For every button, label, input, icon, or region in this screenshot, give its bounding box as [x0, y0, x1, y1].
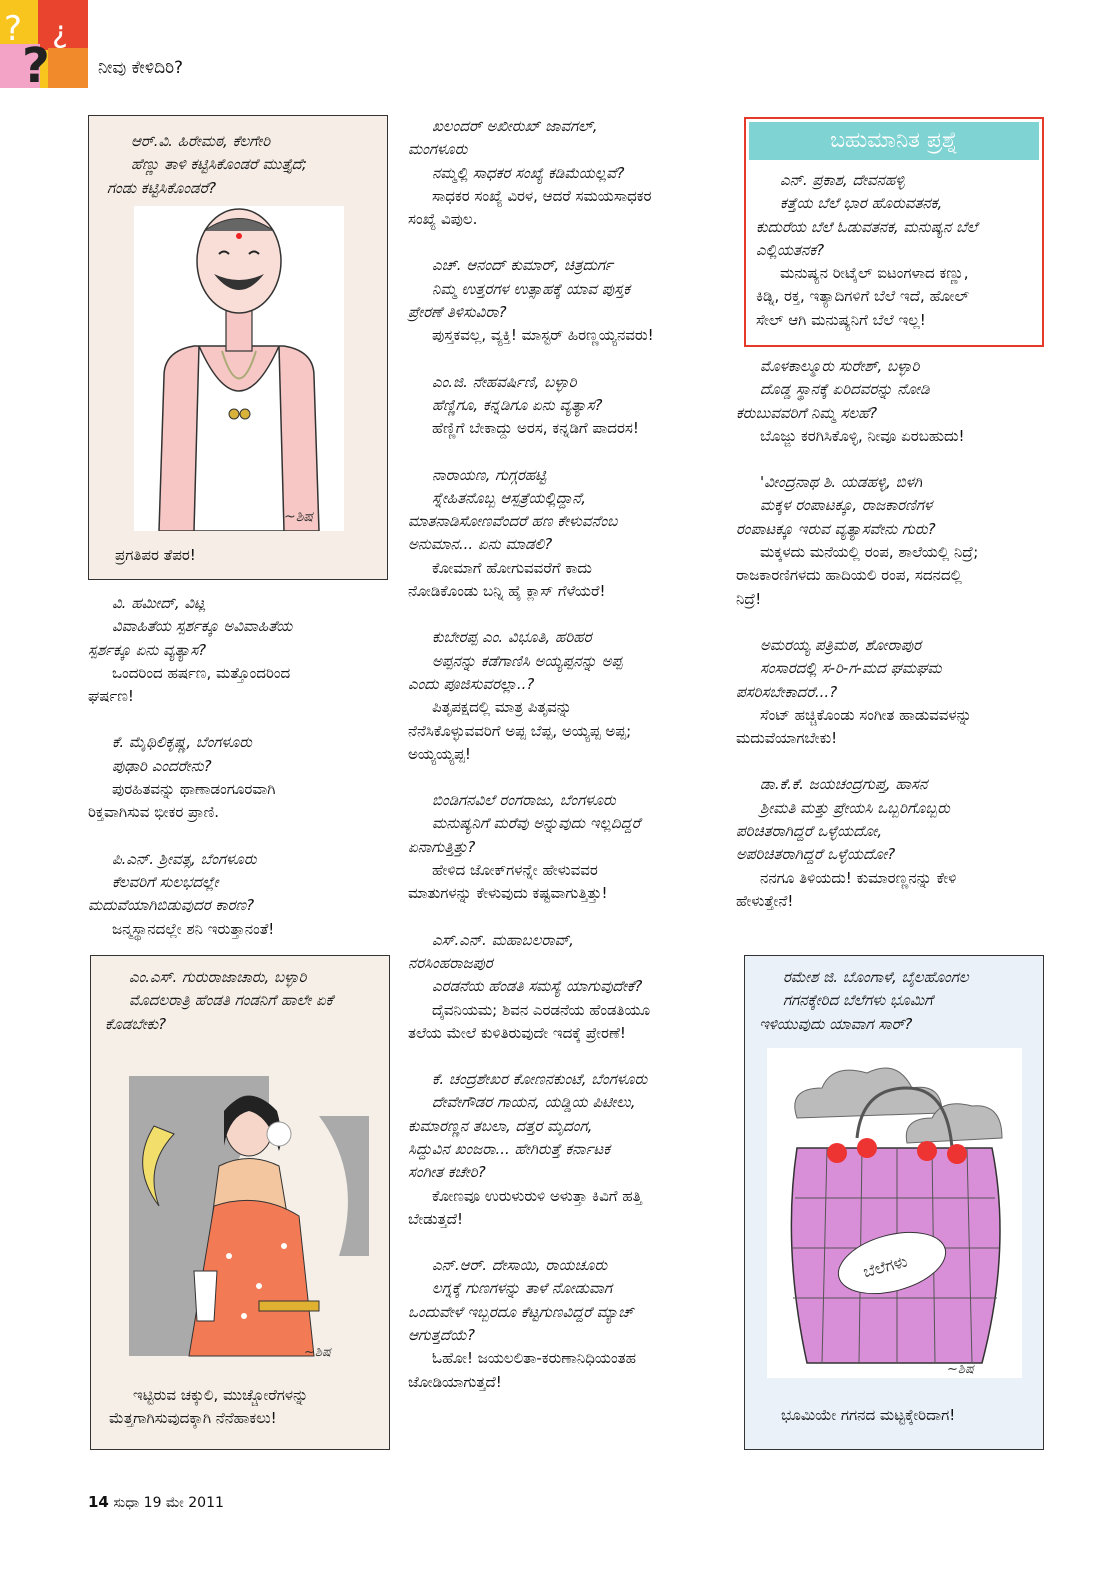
asker: ಕುಬೇರಪ್ಪ ಎಂ. ವಿಭೂತಿ, ಹರಿಹರ	[432, 628, 592, 647]
question: ಗಂಡು ಕಟ್ಟಿಸಿಕೊಂಡರೆ?	[107, 178, 217, 197]
qa-item	[408, 789, 718, 905]
asker: ಎಂ.ಜಿ. ನೇಹವರ್ಷಿಣಿ, ಬಳ್ಳಾರಿ	[432, 372, 577, 391]
answer: ಪಿತೃಪಕ್ಷದಲ್ಲಿ ಮಾತ್ರ ಪಿತೃವನ್ನು	[432, 698, 572, 717]
answer: ಮದುವೆಯಾಗಬೇಕು!	[736, 729, 838, 748]
asker: ಅಮರಯ್ಯ ಪತ್ರಿಮಠ, ಶೋರಾಪುರ	[760, 635, 922, 654]
answer: ರಿಕ್ತವಾಗಿಸುವ ಭೀಕರ ಪ್ರಾಣಿ.	[88, 803, 220, 822]
answer: ಘರ್ಷಣ!	[88, 687, 134, 706]
question: ಮನುಷ್ಯನಿಗೆ ಮರೆವು ಅನ್ನುವುದು ಇಲ್ಲದಿದ್ದರೆ	[432, 814, 641, 833]
asker: ಕೆ. ಮೈಥಿಲಿಕೃಷ್ಣ, ಬೆಂಗಳೂರು	[112, 733, 252, 752]
question: ಏನಾಗುತ್ತಿತ್ತು?	[408, 837, 476, 856]
question: ವಿವಾಹಿತೆಯ ಸ್ಪರ್ಶಕ್ಕೂ ಅವಿವಾಹಿತೆಯ	[112, 617, 293, 636]
question: ಮೊದಲರಾತ್ರಿ ಹೆಂಡತಿ ಗಂಡನಿಗೆ ಹಾಲೇ ಏಕೆ	[129, 991, 333, 1010]
qa-item	[88, 592, 388, 708]
question: ಸ್ಪರ್ಶಕ್ಕೂ ಏನು ವ್ಯತ್ಯಾಸ?	[88, 640, 207, 659]
qa-item	[736, 634, 1046, 750]
asker: ರಮೇಶ ಜಿ. ಬೊಂಗಾಳೆ, ಬೈಲಹೊಂಗಲ	[783, 968, 969, 986]
answer: ಕೋಮಾಗೆ ಹೋಗುವವರೆಗೆ ಕಾದು	[432, 558, 592, 577]
question: ಎರಡನೆಯ ಹೆಂಡತಿ ಸಮಸ್ಯೆ ಯಾಗುವುದೇಕೆ?	[432, 977, 643, 996]
answer-line: ಇಟ್ಟಿರುವ ಚಕ್ಕುಲಿ, ಮುಚ್ಚೋರೆಗಳನ್ನು	[133, 1386, 309, 1404]
asker: ನರಸಿಂಹರಾಜಪುರ	[408, 953, 493, 972]
svg-text:¿: ¿	[52, 15, 68, 50]
question: ಎಂದು ಪೂಜಿಸುವರಲ್ಲಾ..?	[408, 674, 535, 693]
answer-line: ಮೆತ್ತಗಾಗಿಸುವುದಕ್ಕಾಗಿ ನೆನೆಹಾಕಲು!	[109, 1409, 277, 1427]
asker: 'ವೀಂದ್ರನಾಥ ಶಿ. ಯಡಹಳ್ಳಿ, ಬಿಳಗಿ	[760, 473, 923, 492]
cartoon-box-3	[744, 955, 1044, 1450]
asker: ವಿ. ಹಮೀದ್, ವಿಟ್ಲ	[112, 594, 206, 612]
column-2	[408, 115, 718, 1417]
qa-item	[736, 471, 1046, 611]
bag-label: ಬೆಲೆಗಳು	[860, 1251, 910, 1282]
qa-item	[408, 1254, 718, 1394]
question: ಹೆಣ್ಣು ತಾಳಿ ಕಟ್ಟಿಸಿಕೊಂಡರೆ ಮುತ್ತೈದೆ;	[131, 155, 307, 174]
question: ನಿಮ್ಮ ಉತ್ತರಗಳ ಉತ್ಸಾಹಕ್ಕೆ ಯಾವ ಪುಸ್ತಕ	[432, 279, 630, 298]
cartoon-box-2	[90, 955, 390, 1450]
asker: ಖಲಂದರ್ ಅಖೀರುಖ್ ಜಾವಗಲ್,	[432, 117, 598, 135]
question: ಸಂಗೀತ ಕಚೇರಿ?	[408, 1163, 486, 1182]
page-title: ನೀವು ಕೇಳಿದಿರಿ?	[98, 58, 184, 78]
answer: ಭೂಮಿಯೇ ಗಗನದ ಮಟ್ಟಕ್ಕೇರಿದಾಗ!	[781, 1406, 956, 1424]
question: ಅನುಮಾನ... ಏನು ಮಾಡಲಿ?	[408, 535, 553, 554]
asker: ಎನ್.ಆರ್. ದೇಸಾಯಿ, ರಾಯಚೂರು	[432, 1256, 608, 1275]
qa-item	[736, 355, 1046, 448]
asker: ಎಂ.ಎಸ್. ಗುರುರಾಜಾಚಾರು, ಬಳ್ಳಾರಿ	[129, 968, 307, 986]
qa-item	[408, 371, 718, 441]
answer: ಕಿಡ್ನಿ, ರಕ್ತ, ಇತ್ಯಾದಿಗಳಿಗೆ ಬೆಲೆ ಇದೆ, ಹೋಲ್	[756, 287, 970, 306]
qa-item	[736, 773, 1046, 913]
qa-item	[88, 848, 388, 941]
question: ಶ್ರೀಮತಿ ಮತ್ತು ಪ್ರೇಯಸಿ ಒಬ್ಬರಿಗೊಬ್ಬರು	[760, 798, 950, 817]
question: ಮಕ್ಕಳ ರಂಪಾಟಕ್ಕೂ, ರಾಜಕಾರಣಿಗಳ	[760, 496, 933, 515]
answer: ನೋಡಿಕೊಂಡು ಬನ್ನಿ ಹೈ ಕ್ಲಾಸ್ ಗೆಳೆಯರೆ!	[408, 582, 606, 601]
cartoon-bag-illustration	[767, 1048, 1022, 1378]
prize-question-heading: ಬಹುಮಾನಿತ ಪ್ರಶ್ನೆ	[749, 122, 1039, 160]
magazine-logo	[0, 0, 88, 88]
question: ಕೊಡಬೇಕು?	[105, 1014, 167, 1033]
answer: ಸಾಧಕರ ಸಂಖ್ಯೆ ವಿರಳ, ಆದರೆ ಸಮಯಸಾಧಕರ	[432, 186, 652, 205]
answer: ಹೇಳಿದ ಜೋಕ್‌ಗಳನ್ನೇ ಹೇಳುವವರ	[432, 861, 598, 880]
svg-text:~ಶಿಷ: ~ಶಿಷ	[284, 509, 313, 525]
question: ಸಂಸಾರದಲ್ಲಿ ಸ-ರಿ-ಗ-ಮದ ಘಮಘಮ	[760, 659, 942, 678]
qa-item	[408, 254, 718, 347]
question: ಕತ್ತೆಯ ಬೆಲೆ ಭಾರ ಹೊರುವತನಕ,	[780, 194, 943, 213]
asker: ಕೆ. ಚಂದ್ರಶೇಖರ ಕೋಣನಕುಂಟೆ, ಬೆಂಗಳೂರು	[432, 1070, 648, 1089]
answer: ಒಂದರಿಂದ ಹರ್ಷಣ, ಮತ್ತೊಂದರಿಂದ	[112, 663, 291, 682]
question: ಮಾತನಾಡಿಸೋಣವೆಂದರೆ ಹಣ ಕೇಳುವನೆಂಬ	[408, 512, 618, 531]
answer: ಬೊಜ್ಜು ಕರಗಿಸಿಕೊಳ್ಳಿ, ನೀವೂ ಏರಬಹುದು!	[760, 426, 965, 445]
asker: ಡಾ.ಕೆ.ಕೆ. ಜಯಚಂದ್ರಗುಪ್ತ, ಹಾಸನ	[760, 775, 928, 794]
qa-item	[408, 115, 718, 231]
answer: ಹೆಣ್ಣಿಗೆ ಬೇಕಾದ್ದು ಅರಸ, ಕನ್ನಡಿಗೆ ಪಾದರಸ!	[432, 419, 639, 438]
question: ಕುದುರೆಯ ಬೆಲೆ ಓಡುವತನಕ, ಮನುಷ್ಯನ ಬೆಲೆ	[756, 217, 978, 236]
answer: ನನಗೂ ತಿಳಿಯದು! ಕುಮಾರಣ್ಣನನ್ನು ಕೇಳಿ	[760, 868, 957, 887]
prize-question-box	[744, 117, 1044, 347]
answer: ದೈವನಿಯಮ; ಶಿವನ ಎರಡನೆಯ ಹೆಂಡತಿಯೂ	[432, 1000, 651, 1019]
column-3	[736, 355, 1046, 936]
qa-item	[408, 929, 718, 1045]
question: ಪುಢಾರಿ ಎಂದರೇನು?	[112, 756, 212, 775]
question: ಗಗನಕ್ಕೇರಿದ ಬೆಲೆಗಳು ಭೂಮಿಗೆ	[783, 991, 933, 1010]
question: ಸಿದ್ದುವಿನ ಖಂಜರಾ... ಹೇಗಿರುತ್ತೆ ಕರ್ನಾಟಕ	[408, 1139, 611, 1158]
answer: ನೆನೆಸಿಕೊಳ್ಳುವವರಿಗೆ ಅಪ್ಪ ಬೆಪ್ಪ, ಅಯ್ಯಪ್ಪ ಅಪ್ಪ;	[408, 721, 632, 740]
question: ಪ್ರೇರಣೆ ತಿಳಿಸುವಿರಾ?	[408, 303, 507, 322]
asker: ಎಸ್.ಎನ್. ಮಹಾಬಲರಾವ್,	[432, 930, 574, 949]
answer: ಓಹೋ! ಜಯಲಲಿತಾ-ಕರುಣಾನಿಧಿಯಂತಹ	[432, 1349, 636, 1368]
page-footer	[88, 1493, 224, 1511]
question: ಹೆಣ್ಣಿಗೂ, ಕನ್ನಡಿಗೂ ಏನು ವ್ಯತ್ಯಾಸ?	[432, 395, 603, 414]
question: ದೇವೇಗೌಡರ ಗಾಯನ, ಯಡ್ಡಿಯ ಪಿಟೀಲು,	[432, 1093, 636, 1112]
question: ದೊಡ್ಡ ಸ್ಥಾನಕ್ಕೆ ಏರಿದವರನ್ನು ನೋಡಿ	[760, 380, 930, 399]
qa-item	[408, 464, 718, 604]
question: ಆಗುತ್ತದೆಯೆ?	[408, 1326, 475, 1345]
cartoon-man-illustration	[134, 206, 344, 531]
asker: ಮೊಳಕಾಲ್ಮೂರು ಸುರೇಶ್, ಬಳ್ಳಾರಿ	[760, 357, 920, 375]
question: ಕೆಲವರಿಗೆ ಸುಲಭದಲ್ಲೇ	[112, 872, 219, 891]
answer: ಜನ್ಮಸ್ಥಾನದಲ್ಲೇ ಶನಿ ಇರುತ್ತಾನಂತೆ!	[112, 919, 275, 938]
answer: ಪ್ರಗತಿಪರ ತೆಪರ!	[115, 546, 196, 564]
answer: ನಿದ್ರೆ!	[736, 589, 762, 608]
question: ಒಂದುವೇಳೆ ಇಬ್ಬರದೂ ಕೆಟ್ಟಗುಣವಿದ್ದರೆ ಮ್ಯಾಚ್	[408, 1302, 634, 1321]
magazine-name: ಸುಧಾ	[113, 1495, 140, 1511]
svg-text:~ಶಿಷ: ~ಶಿಷ	[304, 1345, 331, 1360]
question: ಎಲ್ಲಿಯತನಕ?	[756, 240, 825, 259]
asker: ಎಚ್. ಆನಂದ್ ಕುಮಾರ್, ಚಿತ್ರದುರ್ಗ	[432, 256, 613, 275]
answer: ಪುಸ್ತಕವಲ್ಲ, ವ್ಯಕ್ತಿ! ಮಾಸ್ಟರ್ ಹಿರಣ್ಣಯ್ಯನವರು!	[432, 326, 654, 345]
question: ಪಸರಿಸಬೇಕಾದರೆ...?	[736, 682, 838, 701]
qa-item	[408, 626, 718, 766]
answer: ತಲೆಯ ಮೇಲೆ ಕುಳಿತಿರುವುದೇ ಇದಕ್ಕೆ ಪ್ರೇರಣೆ!	[408, 1023, 626, 1042]
answer: ಸಂಖ್ಯೆ ವಿಪುಲ.	[408, 210, 478, 229]
issue-date: 19 ಮೇ 2011	[143, 1495, 224, 1511]
answer: ಮಕ್ಕಳದು ಮನೆಯಲ್ಲಿ ರಂಪ, ಶಾಲೆಯಲ್ಲಿ ನಿದ್ರೆ;	[760, 543, 979, 562]
answer: ಪುರಹಿತವನ್ನು ಥಾಣಾಡಂಗೂರವಾಗಿ	[112, 780, 276, 799]
question: ನಮ್ಮಲ್ಲಿ ಸಾಧಕರ ಸಂಖ್ಯೆ ಕಡಿಮೆಯಲ್ಲವೆ?	[432, 163, 625, 182]
question: ಮದುವೆಯಾಗಿಬಿಡುವುದರ ಕಾರಣ?	[88, 896, 255, 915]
answer: ಹೇಳುತ್ತೇನೆ!	[736, 891, 794, 910]
question: ಪರಿಚಿತರಾಗಿದ್ದರೆ ಒಳ್ಳೆಯದೋ,	[736, 822, 883, 841]
answer: ಮನುಷ್ಯನ ರೀಟೈಲ್ ಐಟಂಗಳಾದ ಕಣ್ಣು,	[780, 264, 969, 283]
asker: ಪಿ.ಎನ್. ಶ್ರೀವತ್ಸ, ಬೆಂಗಳೂರು	[112, 849, 257, 868]
answer: ಜೋಡಿಯಾಗುತ್ತದೆ!	[408, 1372, 502, 1391]
answer: ರಾಜಕಾರಣಿಗಳದು ಹಾದಿಯಲಿ ರಂಪ, ಸದನದಲ್ಲಿ	[736, 566, 962, 585]
svg-text:?: ?	[22, 38, 50, 88]
asker: ಬಿಂಡಿಗನವಿಲೆ ರಂಗರಾಜು, ಬೆಂಗಳೂರು	[432, 791, 616, 810]
question: ಲಗ್ನಕ್ಕೆ ಗುಣಗಳನ್ನು ತಾಳೆ ನೋಡುವಾಗ	[432, 1279, 613, 1298]
column-1	[88, 592, 388, 964]
question: ಅಪ್ಪನನ್ನು ಕಡೆಗಾಣಿಸಿ ಅಯ್ಯಪ್ಪನನ್ನು ಅಪ್ಪ	[432, 651, 623, 670]
answer: ಬೇಡುತ್ತದೆ!	[408, 1209, 464, 1228]
asker: ಆರ್.ವಿ. ಹಿರೇಮಠ, ಕೆಲಗೇರಿ	[131, 132, 271, 150]
question: ಇಳಿಯುವುದು ಯಾವಾಗ ಸಾರ್?	[759, 1014, 913, 1033]
svg-text:~ಶಿಷ: ~ಶಿಷ	[947, 1362, 974, 1377]
page-number: 14	[88, 1493, 109, 1511]
question: ರಂಪಾಟಕ್ಕೂ ಇರುವ ವ್ಯತ್ಯಾಸವೇನು ಗುರು?	[736, 519, 936, 538]
asker: ಎನ್. ಪ್ರಕಾಶ, ದೇವನಹಳ್ಳಿ	[780, 171, 905, 189]
qa-item	[408, 1068, 718, 1231]
cartoon-box-1	[88, 115, 388, 580]
asker: ಮಂಗಳೂರು	[408, 140, 468, 159]
question: ಅಪರಿಚಿತರಾಗಿದ್ದರೆ ಒಳ್ಳೆಯದೋ?	[736, 845, 896, 864]
question: ಕುಮಾರಣ್ಣನ ತಬಲಾ, ದತ್ತರ ಮೃದಂಗ,	[408, 1116, 593, 1135]
answer: ಮಾತುಗಳನ್ನು ಕೇಳುವುದು ಕಷ್ಟವಾಗುತ್ತಿತ್ತು!	[408, 884, 608, 903]
question: ಕರುಬುವವರಿಗೆ ನಿಮ್ಮ ಸಲಹೆ?	[736, 403, 878, 422]
cartoon-bride-illustration	[119, 1056, 369, 1376]
answer: ಸೆಂಟ್ ಹಚ್ಚಿಕೊಂಡು ಸಂಗೀತ ಹಾಡುವವಳನ್ನು	[760, 705, 972, 724]
answer: ಅಯ್ಯಯ್ಯಪ್ಪ!	[408, 744, 471, 763]
answer	[109, 1384, 308, 1430]
answer: ಕೋಣವೂ ಉರುಳುರುಳಿ ಅಳುತ್ತಾ ಕಿವಿಗೆ ಹತ್ತಿ	[432, 1186, 642, 1205]
svg-text:?: ?	[4, 9, 23, 49]
asker: ನಾರಾಯಣ, ಗುಗ್ಗರಹಟ್ಟಿ	[432, 465, 547, 484]
question: ಸ್ನೇಹಿತನೊಬ್ಬ ಆಸ್ಪತ್ರೆಯಲ್ಲಿದ್ದಾನೆ,	[432, 488, 586, 507]
qa-item	[88, 731, 388, 824]
answer: ಸೇಲ್ ಆಗಿ ಮನುಷ್ಯನಿಗೆ ಬೆಲೆ ಇಲ್ಲ!	[756, 310, 926, 329]
